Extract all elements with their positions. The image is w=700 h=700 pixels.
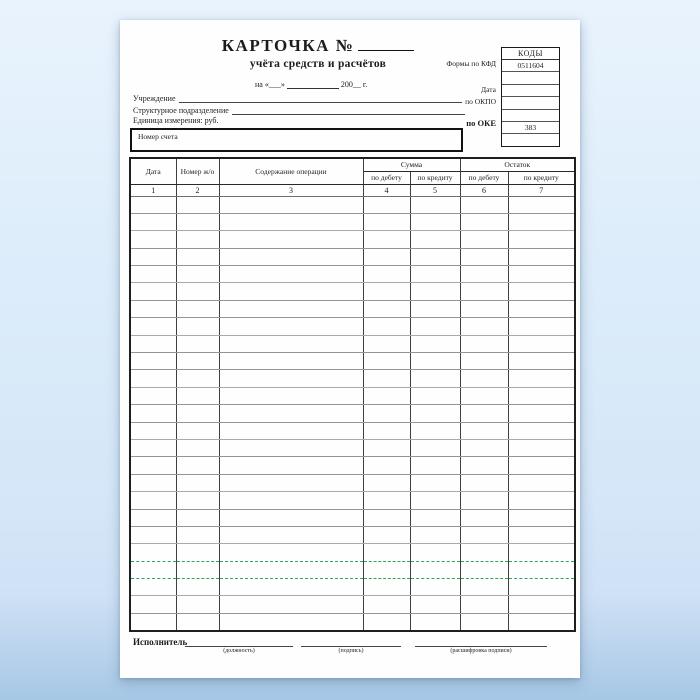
table-cell (363, 283, 410, 300)
table-cell (219, 231, 363, 248)
table-row (130, 596, 575, 613)
table-cell (219, 439, 363, 456)
table-cell (460, 474, 508, 491)
table-cell (363, 335, 410, 352)
signature-block-position (185, 637, 293, 654)
table-cell (410, 196, 460, 213)
table-cell (176, 300, 219, 317)
table-cell (363, 561, 410, 578)
table-cell (363, 300, 410, 317)
table-cell (410, 300, 460, 317)
table-cell (219, 492, 363, 509)
table-cell (460, 318, 508, 335)
table-cell (130, 596, 176, 613)
table-cell (219, 335, 363, 352)
form-page (120, 20, 580, 678)
table-row (130, 439, 575, 456)
account-number-label: Номер счета (138, 132, 178, 141)
operations-table (129, 157, 576, 632)
label-okpo: по ОКПО (465, 97, 496, 106)
table-cell (130, 457, 176, 474)
date-prefix: на «___» (255, 80, 285, 89)
signature-line (301, 637, 401, 647)
table-row (130, 283, 575, 300)
table-cell (130, 300, 176, 317)
sub-header-sum-debit: по дебету (363, 171, 410, 184)
form-number-blank (358, 50, 414, 51)
account-number-box (130, 128, 463, 152)
table-cell (410, 474, 460, 491)
table-cell (176, 596, 219, 613)
table-cell (219, 509, 363, 526)
table-cell (508, 248, 575, 265)
table-cell (176, 613, 219, 631)
field-department-blank (232, 105, 465, 115)
field-unit: Единица измерения: руб. (133, 116, 219, 125)
codes-row: 0511604 (502, 60, 559, 72)
table-row (130, 509, 575, 526)
table-cell (363, 353, 410, 370)
table-cell (460, 439, 508, 456)
codes-box (501, 47, 560, 147)
field-department-label: Структурное подразделение (133, 106, 229, 115)
table-cell (508, 439, 575, 456)
table-cell (508, 335, 575, 352)
table-cell (130, 196, 176, 213)
table-cell (219, 300, 363, 317)
table-cell (508, 509, 575, 526)
table-cell (460, 248, 508, 265)
table-row (130, 405, 575, 422)
table-cell (460, 613, 508, 631)
table-cell (176, 231, 219, 248)
table-cell (410, 248, 460, 265)
table-cell (363, 318, 410, 335)
table-cell (363, 579, 410, 596)
table-cell (363, 613, 410, 631)
table-row (130, 231, 575, 248)
table-cell (176, 387, 219, 404)
table-cell (410, 579, 460, 596)
codes-row (502, 85, 559, 97)
table-cell (508, 457, 575, 474)
table-row (130, 613, 575, 631)
signature-block-signature (301, 637, 401, 654)
sub-header-balance-credit: по кредиту (508, 171, 575, 184)
table-cell (363, 492, 410, 509)
table-cell (508, 579, 575, 596)
table-cell (460, 405, 508, 422)
table-cell (410, 335, 460, 352)
table-cell (508, 231, 575, 248)
table-cell (176, 196, 219, 213)
table-cell (219, 526, 363, 543)
table-cell (508, 266, 575, 283)
table-cell (176, 579, 219, 596)
table-cell (410, 405, 460, 422)
table-cell (130, 405, 176, 422)
table-cell (460, 370, 508, 387)
label-kfd: Формы по КФД (446, 59, 496, 68)
table-cell (460, 457, 508, 474)
sub-header-balance-debit: по дебету (460, 171, 508, 184)
table-row (130, 457, 575, 474)
table-cell (410, 370, 460, 387)
table-cell (176, 439, 219, 456)
table-cell (508, 300, 575, 317)
table-row (130, 387, 575, 404)
table-cell (363, 248, 410, 265)
table-cell (508, 213, 575, 230)
table-cell (176, 213, 219, 230)
table-cell (460, 561, 508, 578)
codes-row: 383 (502, 122, 559, 134)
table-cell (176, 509, 219, 526)
table-cell (219, 370, 363, 387)
table-cell (219, 544, 363, 561)
signature-caption: (должность) (223, 648, 255, 654)
table-cell (130, 318, 176, 335)
table-cell (410, 544, 460, 561)
table-body (130, 196, 575, 631)
table-cell (460, 300, 508, 317)
date-blank-line (287, 80, 339, 89)
footer (133, 637, 567, 654)
table-cell (508, 544, 575, 561)
table-cell (219, 561, 363, 578)
table-cell (410, 509, 460, 526)
table-cell (410, 283, 460, 300)
form-subtitle: учёта средств и расчётов (249, 58, 387, 70)
table-cell (508, 405, 575, 422)
label-date: Дата (481, 85, 496, 94)
signature-line (185, 637, 293, 647)
table-cell (508, 613, 575, 631)
sub-header-sum-credit: по кредиту (410, 171, 460, 184)
table-cell (460, 335, 508, 352)
table-cell (508, 561, 575, 578)
codes-row (502, 134, 559, 145)
table-cell (460, 544, 508, 561)
table-row (130, 544, 575, 561)
table-cell (460, 213, 508, 230)
table-row (130, 318, 575, 335)
table-cell (176, 561, 219, 578)
col-number: 6 (460, 184, 508, 196)
table-row (130, 561, 575, 578)
table-cell (460, 509, 508, 526)
table-cell (176, 474, 219, 491)
col-header-journal-number: Номер ж/о (176, 158, 219, 184)
table-cell (130, 526, 176, 543)
table-cell (410, 266, 460, 283)
table-cell (176, 266, 219, 283)
table-cell (410, 422, 460, 439)
label-oke: по ОКЕ (466, 118, 496, 128)
table-cell (130, 579, 176, 596)
col-number: 1 (130, 184, 176, 196)
table-row (130, 526, 575, 543)
table-cell (219, 213, 363, 230)
table-cell (460, 387, 508, 404)
table-cell (410, 439, 460, 456)
table-cell (130, 231, 176, 248)
table-cell (508, 370, 575, 387)
table-cell (460, 266, 508, 283)
table-row (130, 248, 575, 265)
table-cell (363, 196, 410, 213)
table-row (130, 196, 575, 213)
table-cell (460, 422, 508, 439)
table-cell (460, 353, 508, 370)
table-cell (219, 613, 363, 631)
table-row (130, 213, 575, 230)
table-row (130, 300, 575, 317)
col-number: 4 (363, 184, 410, 196)
table-cell (508, 422, 575, 439)
table-cell (130, 509, 176, 526)
table-cell (176, 318, 219, 335)
table-cell (219, 405, 363, 422)
codes-rows (502, 60, 559, 146)
codes-row (502, 97, 559, 109)
table-cell (508, 526, 575, 543)
table-cell (130, 335, 176, 352)
column-numbers-row (130, 184, 575, 196)
table-cell (219, 422, 363, 439)
table-cell (130, 213, 176, 230)
table-row (130, 266, 575, 283)
table-cell (130, 266, 176, 283)
table-cell (460, 596, 508, 613)
table-cell (363, 387, 410, 404)
table-cell (130, 561, 176, 578)
table-cell (508, 318, 575, 335)
table-cell (130, 439, 176, 456)
table-cell (363, 266, 410, 283)
table-cell (130, 474, 176, 491)
codes-box-header: КОДЫ (502, 48, 559, 60)
table-cell (363, 474, 410, 491)
codes-row (502, 72, 559, 84)
group-header-sum: Сумма (363, 158, 460, 171)
table-cell (410, 457, 460, 474)
table-cell (460, 579, 508, 596)
table-cell (176, 283, 219, 300)
field-department (133, 105, 465, 115)
executor-label: Исполнитель (133, 637, 188, 647)
table-cell (410, 492, 460, 509)
table-cell (219, 474, 363, 491)
table-cell (363, 405, 410, 422)
table-row (130, 353, 575, 370)
table-cell (219, 248, 363, 265)
table-cell (219, 196, 363, 213)
field-institution (133, 93, 462, 103)
table-cell (176, 544, 219, 561)
col-header-date: Дата (130, 158, 176, 184)
table-row (130, 370, 575, 387)
table-cell (508, 387, 575, 404)
col-header-operation: Содержание операции (219, 158, 363, 184)
table-cell (363, 213, 410, 230)
form-title (203, 36, 433, 56)
table-cell (363, 509, 410, 526)
group-header-balance: Остаток (460, 158, 575, 171)
table-row (130, 579, 575, 596)
table-cell (176, 422, 219, 439)
table-cell (363, 457, 410, 474)
table-cell (363, 231, 410, 248)
table-cell (176, 370, 219, 387)
table-cell (363, 544, 410, 561)
table-cell (176, 353, 219, 370)
table-cell (410, 387, 460, 404)
signature-line (415, 637, 547, 647)
table-cell (130, 613, 176, 631)
table-cell (508, 353, 575, 370)
table-cell (176, 492, 219, 509)
table-cell (363, 526, 410, 543)
table-cell (176, 457, 219, 474)
table-cell (410, 561, 460, 578)
table-cell (130, 370, 176, 387)
table-cell (176, 526, 219, 543)
table-cell (219, 387, 363, 404)
table-cell (460, 526, 508, 543)
table-cell (410, 526, 460, 543)
table-row (130, 422, 575, 439)
title-block (203, 36, 433, 70)
table-cell (219, 579, 363, 596)
field-institution-blank (179, 93, 463, 103)
table-cell (508, 596, 575, 613)
table-row (130, 492, 575, 509)
form-title-text: КАРТОЧКА № (221, 36, 355, 55)
table-cell (130, 544, 176, 561)
table-cell (176, 248, 219, 265)
table-cell (219, 457, 363, 474)
table-cell (508, 492, 575, 509)
table-cell (219, 283, 363, 300)
table-cell (460, 492, 508, 509)
table-cell (460, 283, 508, 300)
table-cell (219, 353, 363, 370)
date-year: 200__ г. (340, 80, 368, 89)
table-cell (219, 596, 363, 613)
table-cell (508, 196, 575, 213)
table-cell (410, 318, 460, 335)
table-cell (508, 474, 575, 491)
table-cell (410, 353, 460, 370)
signature-block-name (415, 637, 547, 654)
table-cell (410, 213, 460, 230)
table-cell (130, 248, 176, 265)
table-cell (410, 596, 460, 613)
table-cell (410, 231, 460, 248)
signature-caption: (подпись) (338, 648, 364, 654)
table-cell (363, 370, 410, 387)
table-cell (176, 335, 219, 352)
table-cell (363, 596, 410, 613)
table-cell (176, 405, 219, 422)
table-cell (410, 613, 460, 631)
codes-row (502, 110, 559, 122)
col-number: 2 (176, 184, 219, 196)
table-cell (130, 492, 176, 509)
table-row (130, 335, 575, 352)
table-cell (508, 283, 575, 300)
table-cell (460, 196, 508, 213)
col-number: 3 (219, 184, 363, 196)
signature-caption: (расшифровка подписи) (450, 648, 512, 654)
col-number: 7 (508, 184, 575, 196)
table-cell (130, 387, 176, 404)
table-cell (219, 266, 363, 283)
date-line (255, 80, 367, 89)
table-cell (363, 422, 410, 439)
table-cell (219, 318, 363, 335)
table-cell (130, 283, 176, 300)
table-cell (460, 231, 508, 248)
table-cell (130, 422, 176, 439)
table-cell (363, 439, 410, 456)
table-row (130, 474, 575, 491)
table-cell (130, 353, 176, 370)
col-number: 5 (410, 184, 460, 196)
field-institution-label: Учреждение (133, 94, 176, 103)
